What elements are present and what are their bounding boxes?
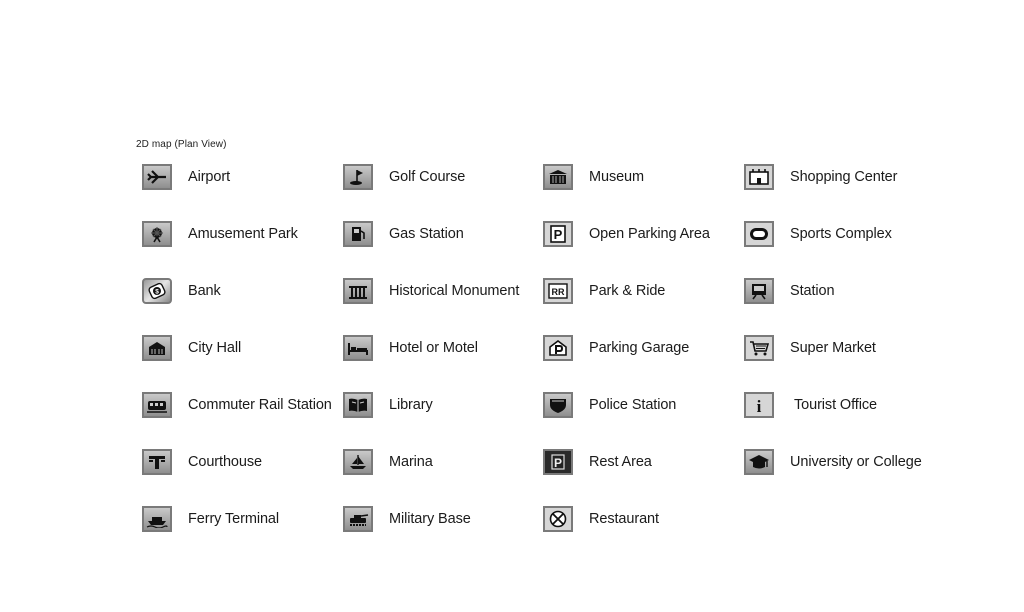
bank-icon (142, 278, 172, 304)
rest-area-icon (543, 449, 573, 475)
legend-entry-rest-area (543, 445, 652, 479)
legend-label: Station (790, 283, 835, 299)
legend-label: Super Market (790, 340, 876, 356)
legend-entry-military-base (343, 502, 471, 536)
legend-label: Amusement Park (188, 226, 298, 242)
legend-label: Gas Station (389, 226, 464, 242)
legend-label: Marina (389, 454, 433, 470)
gas-station-icon (343, 221, 373, 247)
open-parking-icon (543, 221, 573, 247)
park-and-ride-icon (543, 278, 573, 304)
legend-entry-commuter-rail (142, 388, 332, 422)
legend-label: Tourist Office (794, 397, 877, 413)
legend-label: Courthouse (188, 454, 262, 470)
legend-label: University or College (790, 454, 922, 470)
legend-entry-city-hall (142, 331, 241, 365)
legend-entry-shopping-center (744, 160, 897, 194)
super-market-icon (744, 335, 774, 361)
legend-label: Open Parking Area (589, 226, 710, 242)
police-station-icon (543, 392, 573, 418)
shopping-center-icon (744, 164, 774, 190)
marina-icon (343, 449, 373, 475)
legend-label: Golf Course (389, 169, 466, 185)
legend-entry-ferry-terminal (142, 502, 279, 536)
hotel-icon (343, 335, 373, 361)
poi-legend (142, 160, 942, 540)
legend-entry-parking-garage (543, 331, 689, 365)
legend-entry-university (744, 445, 922, 479)
legend-entry-hotel (343, 331, 478, 365)
legend-label: City Hall (188, 340, 242, 356)
open-parking-icon-glyph: P (553, 227, 563, 242)
legend-label: Airport (188, 169, 231, 185)
legend-entry-gas-station (343, 217, 464, 251)
legend-entry-golf-course (343, 160, 465, 194)
legend-entry-museum (543, 160, 644, 194)
legend-entry-open-parking (543, 217, 710, 251)
legend-entry-station (744, 274, 834, 308)
legend-entry-bank (142, 274, 221, 308)
legend-entry-sports-complex (744, 217, 892, 251)
legend-entry-restaurant (543, 502, 659, 536)
library-icon (343, 392, 373, 418)
historical-monument-icon (343, 278, 373, 304)
legend-entry-courthouse (142, 445, 262, 479)
legend-entry-police-station (543, 388, 676, 422)
airport-icon (142, 164, 172, 190)
legend-label: Hotel or Motel (389, 340, 478, 356)
legend-label: Bank (188, 283, 221, 299)
amusement-park-icon (142, 221, 172, 247)
legend-label: Museum (589, 169, 644, 185)
legend-label: Restaurant (589, 511, 659, 527)
courthouse-icon (142, 449, 172, 475)
commuter-rail-icon (142, 392, 172, 418)
legend-label: Park & Ride (589, 283, 666, 299)
legend-entry-marina (343, 445, 433, 479)
legend-label: Ferry Terminal (188, 511, 279, 527)
legend-label: Commuter Rail Station (188, 397, 332, 413)
legend-entry-library (343, 388, 433, 422)
legend-label: Historical Monument (389, 283, 520, 299)
legend-label: Military Base (389, 511, 471, 527)
legend-label: Parking Garage (589, 340, 690, 356)
golf-course-icon (343, 164, 373, 190)
tourist-office-icon (744, 392, 774, 418)
legend-entry-airport (142, 160, 230, 194)
legend-heading: 2D map (Plan View) (136, 139, 227, 150)
museum-icon (543, 164, 573, 190)
bank-icon-glyph: $ (155, 288, 159, 296)
legend-entry-tourist-office (744, 388, 877, 422)
rest-area-icon-glyph: P (553, 456, 563, 470)
tourist-office-icon-glyph: i (756, 397, 762, 414)
legend-label: Sports Complex (790, 226, 892, 242)
legend-label: Shopping Center (790, 169, 898, 185)
legend-label: Police Station (589, 397, 677, 413)
park-and-ride-icon-glyph: RR (551, 287, 565, 297)
restaurant-icon (543, 506, 573, 532)
parking-garage-icon (543, 335, 573, 361)
legend-entry-historical-monument (343, 274, 519, 308)
ferry-terminal-icon (142, 506, 172, 532)
legend-entry-amusement-park (142, 217, 298, 251)
legend-entry-park-and-ride (543, 274, 665, 308)
legend-label: Rest Area (589, 454, 652, 470)
city-hall-icon (142, 335, 172, 361)
station-icon (744, 278, 774, 304)
sports-complex-icon (744, 221, 774, 247)
military-base-icon (343, 506, 373, 532)
university-icon (744, 449, 774, 475)
legend-label: Library (389, 397, 433, 413)
legend-entry-super-market (744, 331, 876, 365)
